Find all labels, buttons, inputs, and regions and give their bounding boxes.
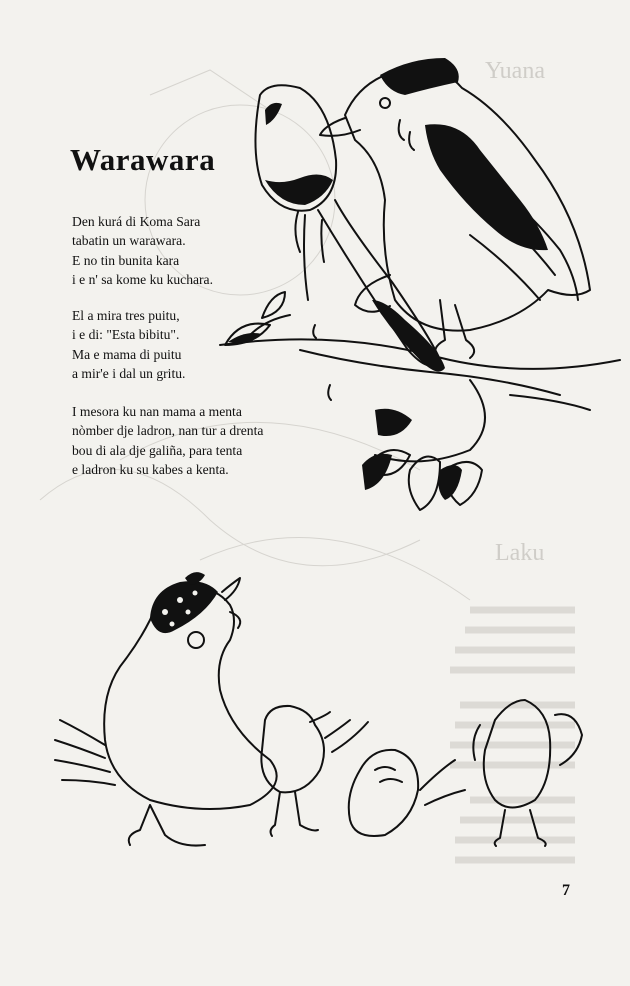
- stanza-line: nòmber dje ladron, nan tur a drenta: [72, 423, 264, 439]
- hen-earring: [188, 632, 204, 648]
- stanza-line: bou di ala dje galiña, para tenta: [72, 442, 243, 458]
- stanza-line: tabatin un warawara.: [72, 233, 186, 249]
- hen-headscarf: [150, 581, 218, 633]
- stanza-line: Den kurá di Koma Sara: [72, 214, 201, 229]
- poem-title: Warawara: [70, 142, 216, 177]
- stanza-line: i e di: "Esta bibitu".: [72, 327, 180, 343]
- stanza-line: e ladron ku su kabes a kenta.: [72, 462, 229, 478]
- page-number: 7: [562, 882, 570, 899]
- chick: [349, 750, 418, 836]
- stanza-line: i e n' sa kome ku kuchara.: [72, 272, 213, 288]
- svg-text:Yuana: Yuana: [485, 58, 545, 84]
- stanza-line: Ma e mama di puitu: [72, 346, 182, 362]
- chick: [261, 706, 324, 792]
- stanza-line: E no tin bunita kara: [72, 252, 180, 268]
- svg-text:Laku: Laku: [495, 540, 545, 566]
- stanza-line: a mir'e i dal un gritu.: [72, 366, 186, 382]
- stanza-line: El a mira tres puitu,: [72, 308, 180, 323]
- stanza-line: I mesora ku nan mama a menta: [72, 404, 242, 419]
- chick: [484, 700, 550, 808]
